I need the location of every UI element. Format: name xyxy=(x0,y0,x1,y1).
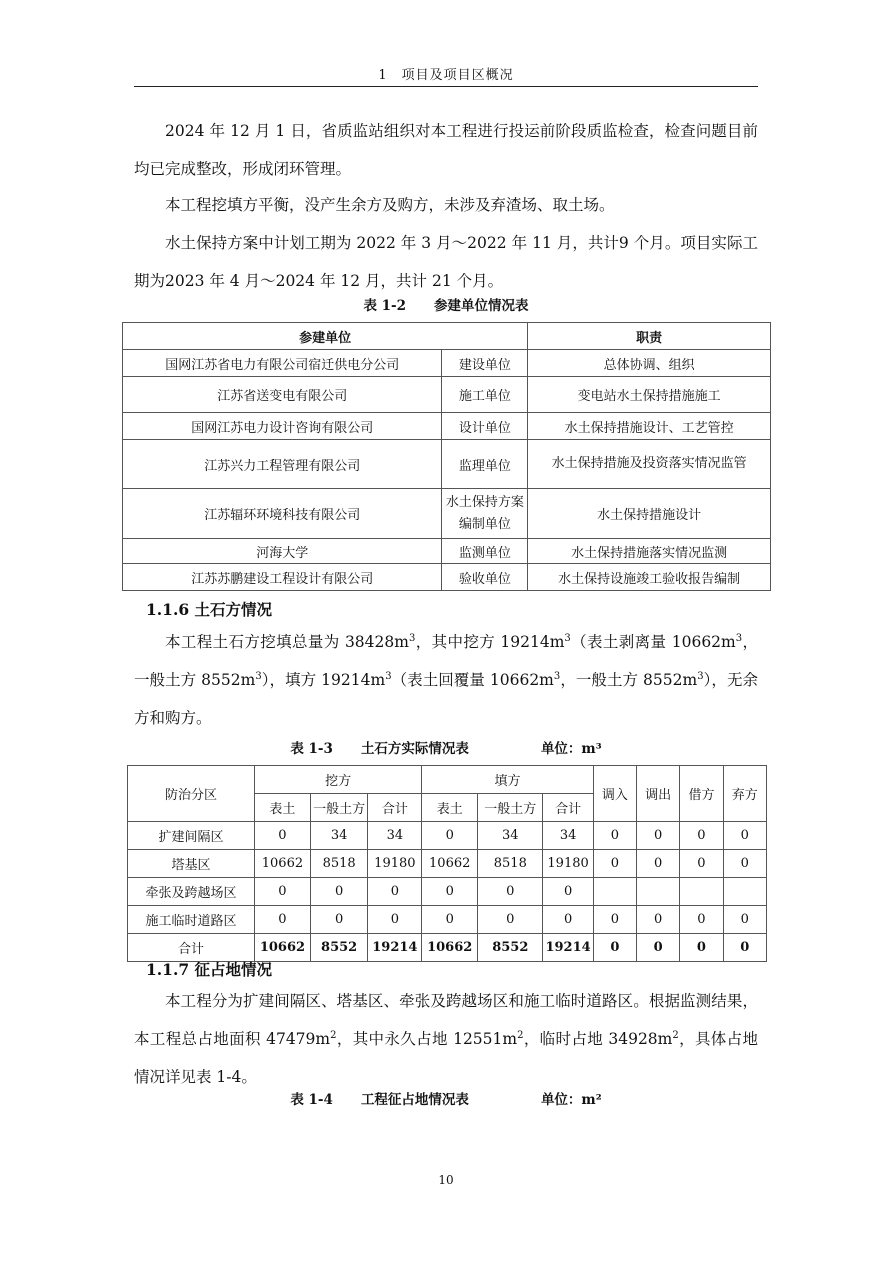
table-row xyxy=(128,822,767,850)
caption-title: 工程征占地情况表 xyxy=(360,1092,469,1108)
value-cell: 0 xyxy=(478,878,543,906)
unit-name: 江苏辐环环境科技有限公司 xyxy=(123,489,442,539)
value-cell: 0 xyxy=(680,934,723,962)
header-transfer-out: 调出 xyxy=(637,766,680,822)
header-transfer-in: 调入 xyxy=(593,766,636,822)
zone-cell: 扩建间隔区 xyxy=(128,822,255,850)
caption-title: 参建单位情况表 xyxy=(434,298,529,314)
value-cell: 10662 xyxy=(422,934,478,962)
unit-name: 国网江苏省电力有限公司宿迁供电分公司 xyxy=(123,350,442,377)
value-cell: 0 xyxy=(723,934,766,962)
value-cell: 0 xyxy=(680,850,723,878)
caption-number: 表 1-3 xyxy=(290,741,333,757)
unit-duty: 变电站水土保持措施施工 xyxy=(528,377,771,413)
value-cell: 0 xyxy=(422,906,478,934)
value-cell: 0 xyxy=(422,822,478,850)
value-cell: 19214 xyxy=(368,934,422,962)
unit-superscript: 3 xyxy=(553,670,561,682)
value-cell: 0 xyxy=(593,822,636,850)
paragraph-schedule: 水土保持方案中计划工期为 2022 年 3 月～2022 年 11 月，共计9 个月。项目实际工期为2023 年 4 月～2024 年 12 月，共计 21 个月。 xyxy=(134,234,758,290)
table-1-3-caption xyxy=(134,737,758,757)
value-cell: 0 xyxy=(593,906,636,934)
unit-duty: 水土保持措施及投资落实情况监管 xyxy=(528,440,771,489)
caption-unit: 单位：m² xyxy=(540,1092,602,1108)
value-cell: 0 xyxy=(637,850,680,878)
unit-name: 江苏苏鹏建设工程设计有限公司 xyxy=(123,564,442,591)
land-text: ，其中永久占地 12551m xyxy=(336,1030,518,1048)
header-fill: 填方 xyxy=(422,766,593,794)
section-1-1-6-title: 1.1.6 土石方情况 xyxy=(146,600,273,619)
unit-superscript: 3 xyxy=(697,670,704,682)
value-cell xyxy=(680,878,723,906)
value-cell: 0 xyxy=(723,850,766,878)
header-borrow: 借方 xyxy=(680,766,723,822)
unit-role: 监理单位 xyxy=(442,440,528,489)
paragraph-balance: 本工程挖填方平衡，没产生余方及购方，未涉及弃渣场、取土场。 xyxy=(165,196,615,214)
unit-role: 验收单位 xyxy=(442,564,528,591)
value-cell: 0 xyxy=(310,906,368,934)
earthwork-text: （表土回覆量 10662m xyxy=(391,671,554,689)
value-cell: 0 xyxy=(680,822,723,850)
value-cell: 8518 xyxy=(310,850,368,878)
unit-superscript: 2 xyxy=(517,1029,524,1041)
land-text: ，临时占地 34928m xyxy=(523,1030,673,1048)
value-cell: 0 xyxy=(543,906,593,934)
unit-name: 河海大学 xyxy=(123,539,442,564)
unit-role: 水土保持方案编制单位 xyxy=(442,489,528,539)
header-cut: 挖方 xyxy=(255,766,422,794)
caption-number: 表 1-4 xyxy=(290,1092,333,1108)
unit-duty: 总体协调、组织 xyxy=(528,350,771,377)
value-cell xyxy=(723,878,766,906)
header-divider xyxy=(134,86,758,87)
value-cell: 19214 xyxy=(543,934,593,962)
unit-name: 江苏兴力工程管理有限公司 xyxy=(123,440,442,489)
earthwork-text: ，其中挖方 19214m xyxy=(415,633,565,651)
value-cell: 34 xyxy=(368,822,422,850)
table-1-2-caption xyxy=(134,294,758,314)
caption-unit: 单位：m³ xyxy=(540,741,602,757)
earthwork-text: ，一般土方 8552m xyxy=(560,671,698,689)
unit-duty: 水土保持设施竣工验收报告编制 xyxy=(528,564,771,591)
subheader: 合计 xyxy=(543,794,593,822)
caption-number: 表 1-2 xyxy=(363,298,407,314)
value-cell: 0 xyxy=(637,822,680,850)
value-cell: 0 xyxy=(593,934,636,962)
value-cell: 0 xyxy=(637,906,680,934)
value-cell: 0 xyxy=(593,850,636,878)
unit-name: 国网江苏电力设计咨询有限公司 xyxy=(123,413,442,440)
header-zone: 防治分区 xyxy=(128,766,255,822)
paragraph-earthwork xyxy=(134,623,758,737)
paragraph-land-occupation xyxy=(134,982,758,1096)
unit-name: 江苏省送变电有限公司 xyxy=(123,377,442,413)
subheader: 一般土方 xyxy=(310,794,368,822)
unit-duty: 水土保持措施设计、工艺管控 xyxy=(528,413,771,440)
unit-superscript: 3 xyxy=(735,632,743,644)
value-cell: 8552 xyxy=(310,934,368,962)
value-cell: 0 xyxy=(637,934,680,962)
unit-superscript: 2 xyxy=(330,1029,337,1041)
earthwork-text: （表土剥离量 10662m xyxy=(570,633,736,651)
unit-role: 施工单位 xyxy=(442,377,528,413)
value-cell: 0 xyxy=(723,822,766,850)
unit-superscript: 3 xyxy=(408,632,416,644)
header-waste: 弃方 xyxy=(723,766,766,822)
unit-role: 监测单位 xyxy=(442,539,528,564)
table-row xyxy=(128,850,767,878)
value-cell: 0 xyxy=(543,878,593,906)
unit-superscript: 3 xyxy=(564,632,571,644)
subheader: 表土 xyxy=(255,794,311,822)
subheader: 表土 xyxy=(422,794,478,822)
participating-units-table xyxy=(122,322,771,591)
unit-superscript: 2 xyxy=(672,1029,679,1041)
value-cell: 0 xyxy=(422,878,478,906)
value-cell: 0 xyxy=(680,906,723,934)
unit-role: 建设单位 xyxy=(442,350,528,377)
value-cell: 8518 xyxy=(478,850,543,878)
zone-cell: 合计 xyxy=(128,934,255,962)
value-cell: 0 xyxy=(255,906,311,934)
zone-cell: 牵张及跨越场区 xyxy=(128,878,255,906)
unit-role: 设计单位 xyxy=(442,413,528,440)
running-header: 1 项目及项目区概况 xyxy=(378,68,514,83)
subheader: 一般土方 xyxy=(478,794,543,822)
value-cell: 10662 xyxy=(422,850,478,878)
value-cell: 0 xyxy=(310,878,368,906)
value-cell: 0 xyxy=(478,906,543,934)
page-number: 10 xyxy=(438,1173,454,1187)
land-text: 本工程分为扩建间隔区、塔基区、牵张及跨越场区和施工临时道路区。根据监测结果，本工程总占地面积 47479m xyxy=(134,992,758,1048)
table-row xyxy=(128,906,767,934)
earthwork-text: 本工程土石方挖填总量为 38428m xyxy=(165,633,409,651)
caption-title: 土石方实际情况表 xyxy=(360,741,469,757)
unit-duty: 水土保持措施设计 xyxy=(528,489,771,539)
header-duty: 职责 xyxy=(528,323,771,350)
value-cell: 8552 xyxy=(478,934,543,962)
value-cell: 10662 xyxy=(255,934,311,962)
unit-duty: 水土保持措施落实情况监测 xyxy=(528,539,771,564)
value-cell: 0 xyxy=(723,906,766,934)
section-1-1-7-title: 1.1.7 征占地情况 xyxy=(146,960,273,979)
earthwork-text: ），无余方和购方。 xyxy=(134,671,759,727)
land-text: ，具体占地情况详见表 1-4。 xyxy=(134,1030,759,1086)
header-unit: 参建单位 xyxy=(123,323,528,350)
value-cell: 10662 xyxy=(255,850,311,878)
value-cell: 0 xyxy=(368,906,422,934)
unit-superscript: 3 xyxy=(385,670,392,682)
value-cell: 0 xyxy=(368,878,422,906)
earthwork-text: ），填方 19214m xyxy=(261,671,386,689)
value-cell: 0 xyxy=(255,878,311,906)
earthwork-text: ，一般土方 8552m xyxy=(134,633,759,689)
paragraph-inspection: 2024 年 12 月 1 日，省质监站组织对本工程进行投运前阶段质监检查，检查问题目前均已完成整改，形成闭环管理。 xyxy=(134,122,758,178)
zone-cell: 塔基区 xyxy=(128,850,255,878)
value-cell xyxy=(637,878,680,906)
unit-superscript: 3 xyxy=(255,670,262,682)
subheader: 合计 xyxy=(368,794,422,822)
table-row xyxy=(128,878,767,906)
value-cell: 34 xyxy=(310,822,368,850)
earthwork-table xyxy=(127,765,767,962)
value-cell: 34 xyxy=(543,822,593,850)
zone-cell: 施工临时道路区 xyxy=(128,906,255,934)
value-cell: 19180 xyxy=(368,850,422,878)
value-cell: 34 xyxy=(478,822,543,850)
table-1-4-caption xyxy=(134,1088,758,1108)
value-cell xyxy=(593,878,636,906)
value-cell: 19180 xyxy=(543,850,593,878)
value-cell: 0 xyxy=(255,822,311,850)
